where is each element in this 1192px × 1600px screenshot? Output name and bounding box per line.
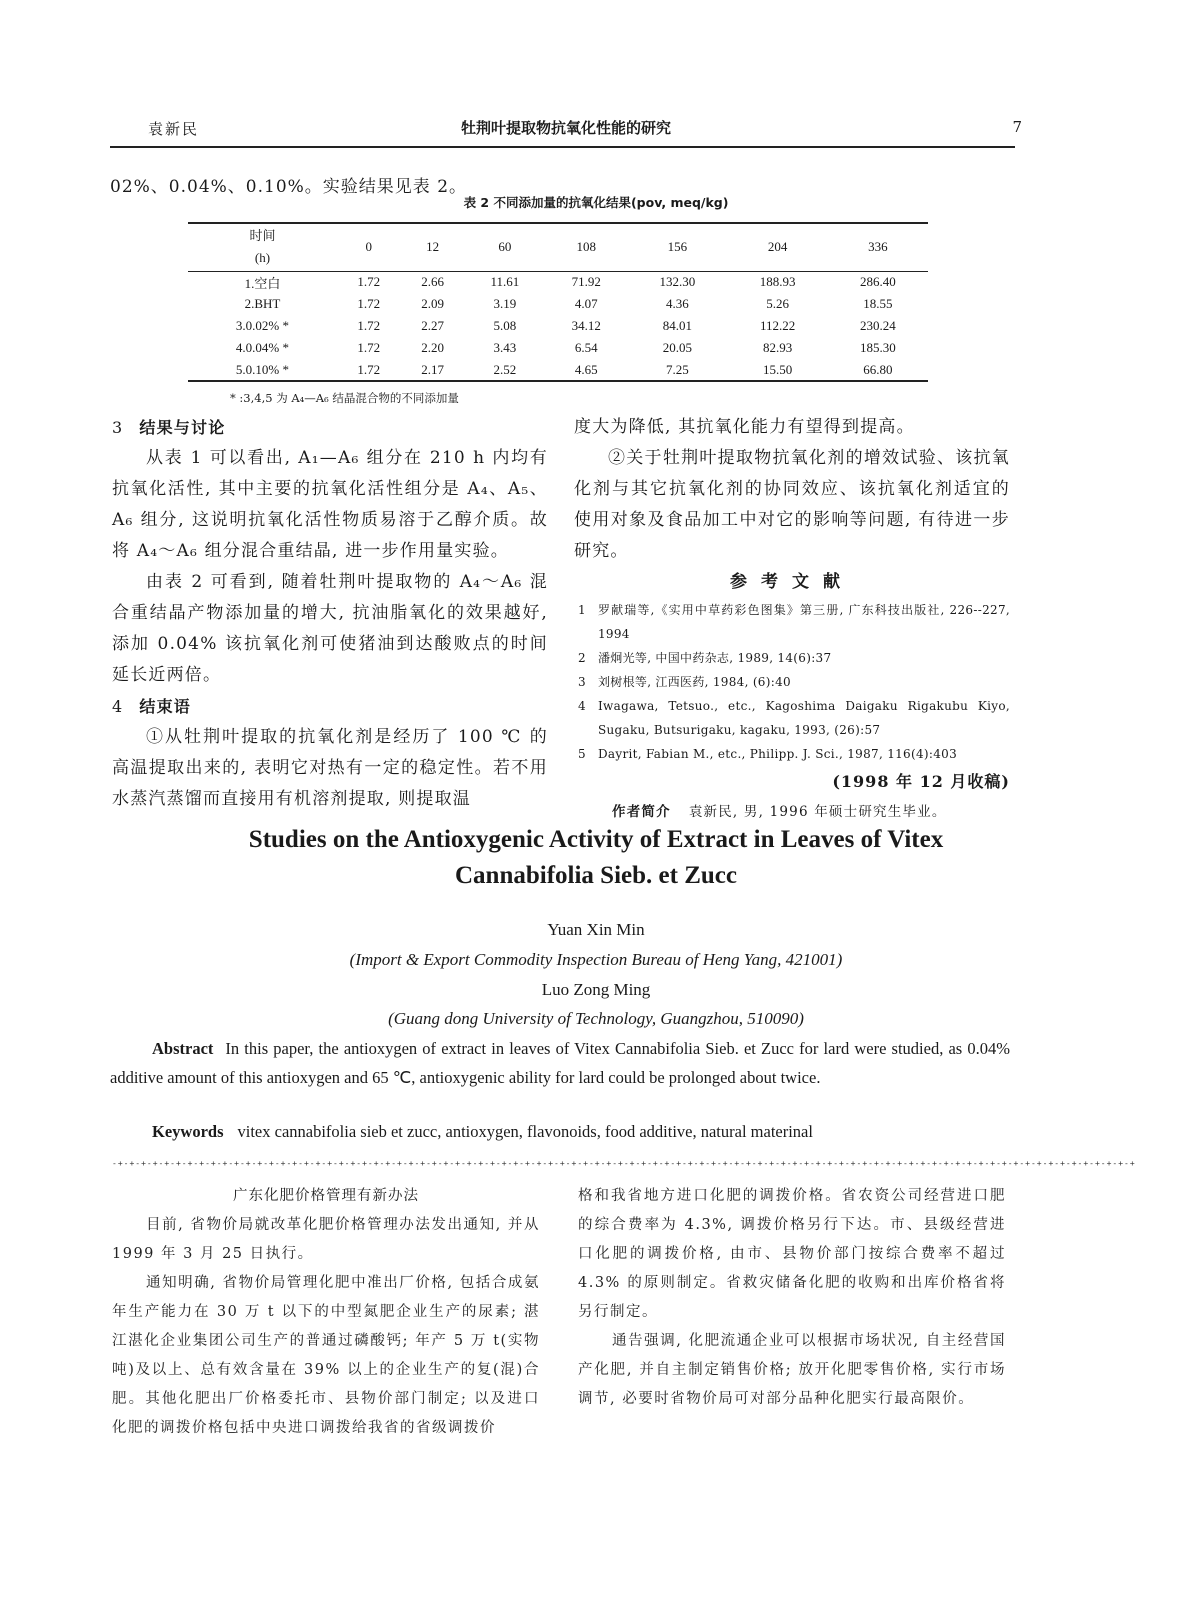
continuation-text: 02%、0.04%、0.10%。实验结果见表 2。 — [110, 177, 468, 197]
table-cell: 185.30 — [859, 340, 896, 355]
table-cell: 5.26 — [766, 296, 789, 311]
row-label: 4.0.04% * — [235, 340, 289, 355]
english-title — [0, 822, 1192, 894]
page-number: 7 — [1012, 118, 1022, 136]
reference-number: 2 — [578, 651, 586, 665]
table-note: * :3,4,5 为 A₄—A₆ 结晶混合物的不同添加量 — [230, 391, 459, 405]
table-cell: 2.09 — [421, 296, 444, 311]
news-title: 广东化肥价格管理有新办法 — [233, 1188, 419, 1204]
column-header: 12 — [426, 239, 440, 255]
reference-number: 3 — [578, 675, 586, 689]
header-title: 牡荆叶提取物抗氧化性能的研究 — [460, 119, 671, 137]
section-number: 4 — [112, 697, 124, 716]
author-2: Luo Zong Ming — [541, 980, 651, 999]
table-cell: 4.36 — [665, 296, 689, 311]
english-title-line1: Studies on the Antioxygenic Activity of Extract in Leaves of Vitex — [248, 826, 944, 853]
news-right-column — [578, 1182, 1006, 1414]
header-rule — [110, 146, 1015, 148]
table-cell: 3.43 — [493, 340, 517, 355]
table-row — [188, 315, 928, 337]
table-cell: 1.72 — [357, 361, 381, 377]
row-label: 2.BHT — [244, 296, 281, 311]
table-cell: 2.20 — [421, 340, 444, 355]
column-header: 60 — [498, 239, 512, 255]
section-title: 结果与讨论 — [139, 418, 226, 437]
time-header — [188, 223, 337, 271]
table-cell: 132.30 — [659, 274, 696, 290]
author-1: Yuan Xin Min — [547, 920, 645, 939]
paragraph: 从表 1 可以看出, A₁—A₆ 组分在 210 h 内均有抗氧化活性, 其中主要的抗氧化活性组分是 A₄、A₅、A₆ 组分, 这说明抗氧化活性物质易溶于乙醇介质。故将 A₄～A₆ 组分混合重结晶, 进一步作用量实验。 — [112, 448, 548, 561]
column-header: 108 — [576, 239, 596, 255]
table-cell: 1.72 — [357, 318, 381, 333]
row-label: 3.0.02% * — [235, 318, 289, 333]
table-cell: 82.93 — [762, 340, 793, 355]
keywords — [152, 1122, 813, 1142]
time-header-label: 时间 — [249, 228, 276, 244]
table-cell: 11.61 — [490, 274, 520, 290]
paragraph: 由表 2 可看到, 随着牡荆叶提取物的 A₄～A₆ 混合重结晶产物添加量的增大, 抗油脂氧化的效果越好, 添加 0.04% 该抗氧化剂可使猪油到达酸败点的时间延长近两倍。 — [112, 572, 548, 685]
table-cell: 20.05 — [662, 340, 692, 355]
table-header-row — [188, 223, 928, 271]
header-author: 袁新民 — [148, 120, 200, 138]
reference-text: Iwagawa, Tetsuo., etc., Kagoshima Daigaku Rigakubu Kiyo, Sugaku, Butsurigaku, kagaku, 1993, (26):57 — [598, 699, 1010, 737]
affiliation-2 — [0, 1009, 1192, 1029]
table-cell: 4.65 — [574, 361, 598, 377]
bio-text: 袁新民, 男, 1996 年硕士研究生毕业。 — [688, 804, 947, 820]
running-header — [110, 116, 1022, 144]
paragraph-continued: 度大为降低, 其抗氧化能力有望得到提高。 — [574, 417, 915, 437]
table-row — [188, 293, 928, 315]
news-paragraph: 通告强调, 化肥流通企业可以根据市场状况, 自主经营国产化肥, 并自主制定销售价格; 放开化肥零售价格, 实行市场调节, 必要时省物价局可对部分品种化肥实行最高限价。 — [578, 1333, 1006, 1407]
table-cell: 286.40 — [859, 274, 896, 290]
reference-item — [574, 598, 1010, 646]
reference-item — [574, 742, 1010, 766]
table-cell: 3.19 — [493, 296, 517, 311]
affiliation-2-text: (Guang dong University of Technology, Guangzhou, 510090) — [388, 1009, 804, 1028]
table-cell: 1.72 — [357, 340, 381, 355]
table-row — [188, 337, 928, 359]
table-row — [188, 271, 928, 293]
section-heading — [112, 412, 548, 443]
reference-number: 4 — [578, 699, 586, 713]
table-caption: 表 2 不同添加量的抗氧化结果(pov, meq/kg) — [463, 195, 729, 210]
references-title: 参考文献 — [730, 572, 854, 592]
keywords-label: Keywords — [152, 1122, 224, 1141]
bio-label: 作者简介 — [612, 804, 671, 820]
table-cell: 15.50 — [762, 361, 793, 377]
abstract — [110, 1034, 1010, 1092]
table-cell: 2.66 — [421, 274, 444, 290]
news-paragraph-continued: 格和我省地方进口化肥的调拨价格。省农资公司经营进口肥的综合费率为 4.3%, 调拨价格另行下达。市、县级经营进口化肥的调拨价格, 由市、县物价部门按综合费率不超过 4.3% 的原则制定。省救灾储备化肥的收购和出库价格省将另行制定。 — [578, 1188, 1006, 1320]
table-cell: 6.54 — [574, 340, 598, 355]
time-header-unit: (h) — [254, 250, 271, 266]
reference-number: 5 — [578, 747, 586, 761]
news-paragraph: 目前, 省物价局就改革化肥价格管理办法发出通知, 并从 1999 年 3 月 25 日执行。 — [112, 1217, 540, 1262]
table-cell: 18.55 — [863, 296, 893, 311]
table-cell: 188.93 — [759, 274, 796, 290]
column-header: 204 — [767, 239, 788, 255]
right-column — [574, 412, 1010, 828]
table-cell: 84.01 — [662, 318, 692, 333]
table-cell: 2.17 — [421, 361, 444, 377]
affiliation-1-text: (Import & Export Commodity Inspection Bureau of Heng Yang, 421001) — [349, 950, 843, 969]
paragraph: ②关于牡荆叶提取物抗氧化剂的增效试验、该抗氧化剂与其它抗氧化剂的协同效应、该抗氧化剂适宜的使用对象及食品加工中对它的影响等问题, 有待进一步研究。 — [574, 448, 1010, 561]
reference-list — [574, 598, 1010, 766]
table-cell: 112.22 — [759, 318, 796, 333]
reference-number: 1 — [578, 603, 586, 617]
news-paragraph: 通知明确, 省物价局管理化肥中准出厂价格, 包括合成氨年生产能力在 30 万 t 以下的中型氮肥企业生产的尿素; 湛江湛化企业集团公司生产的普通过磷酸钙; 年产 5 万 t(实物吨)及以上、总有效含量在 39% 以上的企业生产的复(混)合肥。其他化肥出厂价格委托市、县物价部门制定; 以及进口化肥的调拨价格包括中央进口调拨给我省的省级调拨价 — [112, 1275, 540, 1436]
table-row — [188, 359, 928, 381]
section-number: 3 — [112, 418, 124, 437]
section-divider: -+-+-+-+-+-+-+-+-+-+-+-+-+-+-+-+-+-+-+-+-+-+-+-+-+-+-+-+-+-+-+-+-+-+-+-+-+-+-+-+-+-+-+-+-+-+-+-+-+-+-+-+-+-+-+-+-+-+-+-+-+-+-+-+-+-+-+-+-+-+-+-+-+-+-+-+-+-+-+-+-+-+-+-+-+-+-+-+ — [112, 1159, 1136, 1168]
abstract-label: Abstract — [152, 1039, 214, 1058]
english-title-line2: Cannabifolia Sieb. et Zucc — [455, 862, 737, 889]
table-cell: 1.72 — [357, 296, 381, 311]
section-title: 结束语 — [139, 697, 191, 716]
table-cell: 1.72 — [357, 274, 381, 290]
reference-text: 刘树根等, 江西医药, 1984, (6):40 — [598, 675, 791, 689]
reference-item — [574, 646, 1010, 670]
table-cell: 2.52 — [493, 361, 517, 377]
column-header: 336 — [868, 239, 888, 255]
reference-item — [574, 670, 1010, 694]
reference-text: Dayrit, Fabian M., etc., Philipp. J. Sci., 1987, 116(4):403 — [598, 747, 958, 761]
reference-item — [574, 694, 1010, 742]
section-heading — [112, 691, 548, 722]
column-header: 0 — [365, 239, 373, 255]
table-cell: 34.12 — [571, 318, 601, 333]
table-cell: 4.07 — [574, 296, 598, 311]
table-cell: 7.25 — [665, 361, 689, 377]
row-label: 1.空白 — [244, 275, 281, 291]
table-cell: 66.80 — [863, 361, 893, 377]
news-left-column — [112, 1182, 540, 1443]
received-date: (1998 年 12 月收稿) — [832, 772, 1010, 791]
row-label: 5.0.10% * — [235, 361, 289, 377]
reference-text: 罗献瑞等,《实用中草药彩色图集》第三册, 广东科技出版社, 226--227, 1994 — [598, 603, 1010, 641]
column-header: 156 — [667, 239, 688, 255]
table-cell: 5.08 — [493, 318, 517, 333]
affiliation-1 — [0, 950, 1192, 970]
table-cell: 2.27 — [421, 318, 444, 333]
results-table — [188, 222, 928, 382]
reference-text: 潘炯光等, 中国中药杂志, 1989, 14(6):37 — [598, 651, 832, 665]
keywords-text: vitex cannabifolia sieb et zucc, antioxygen, flavonoids, food additive, natural materinal — [237, 1122, 813, 1141]
left-column — [112, 412, 548, 815]
table-cell: 71.92 — [571, 274, 601, 290]
abstract-text: In this paper, the antioxygen of extract in leaves of Vitex Cannabifolia Sieb. et Zucc for lard were studied, as 0.04% additive amount of this antioxygen and 65 ℃, antioxygenic ability for lard could be prolonged about twice. — [110, 1039, 1010, 1087]
paragraph: ①从牡荆叶提取的抗氧化剂是经历了 100 ℃ 的高温提取出来的, 表明它对热有一定的稳定性。若不用水蒸汽蒸馏而直接用有机溶剂提取, 则提取温 — [112, 727, 548, 809]
table-cell: 230.24 — [859, 318, 896, 333]
